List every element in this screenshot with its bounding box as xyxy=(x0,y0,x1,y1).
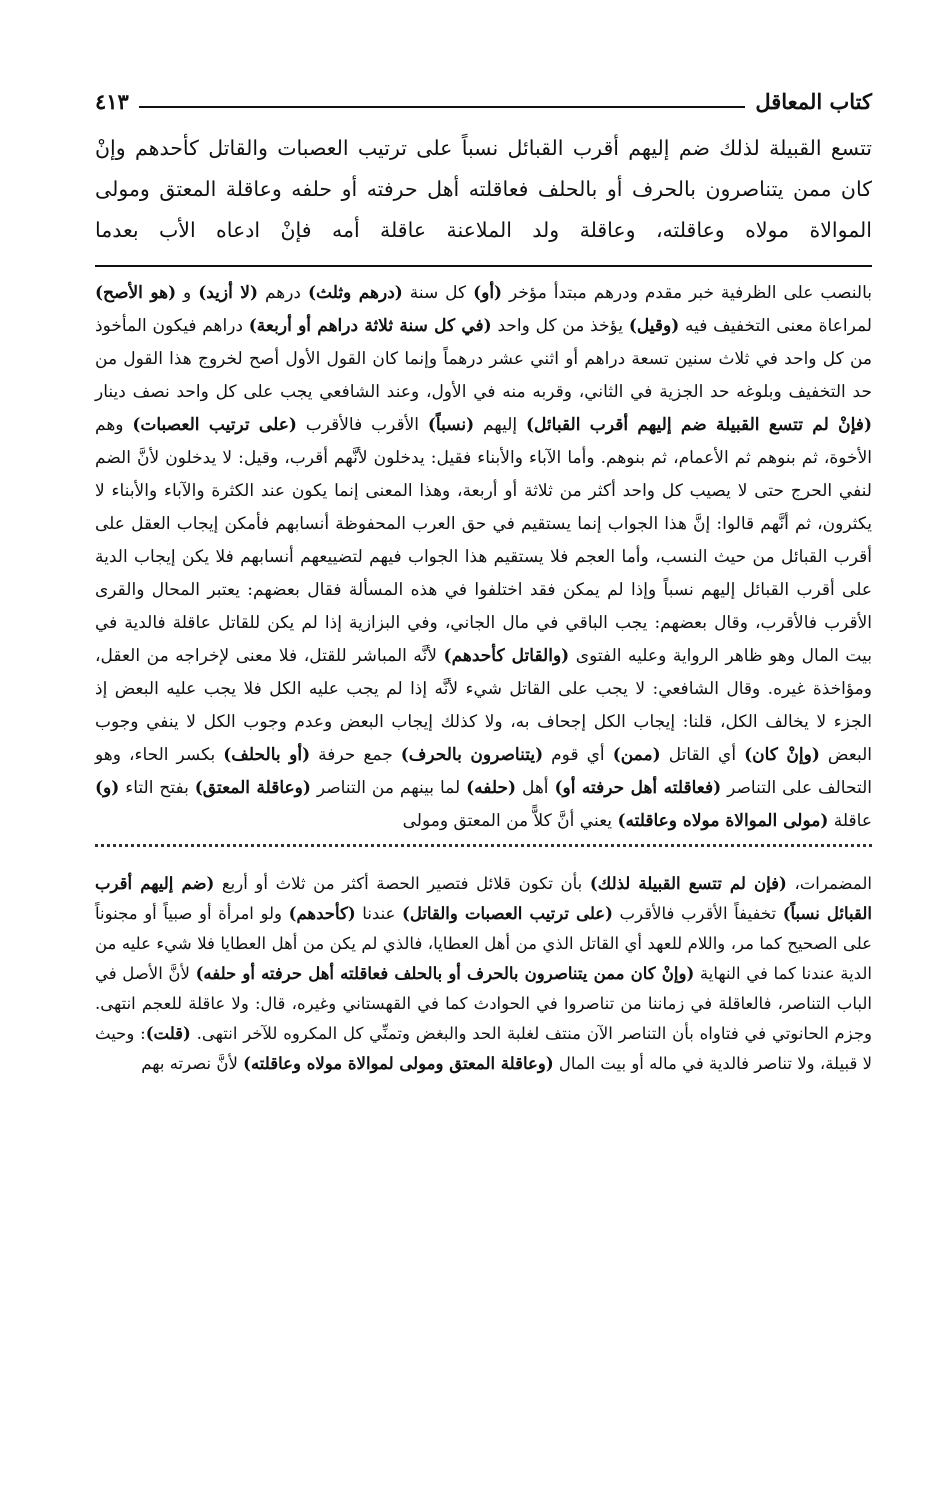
commentary-bold-text: (ممن) xyxy=(612,745,661,765)
commentary-bold-text: (فإنْ لم تتسع القبيلة ضم إليهم أقرب القبائل) xyxy=(526,415,872,435)
commentary-text: بفتح التاء xyxy=(119,778,195,798)
footnote-text: لأنَّ الأصل في الباب التناصر، فالعاقلة في زماننا من تناصروا في الحوادث كما في القهستاني وغيره، قال: ولا عاقلة للعجم انتهى. وجزم الحانوتي في فتاواه بأن التناصر الآن منتف لغلبة الحد والبغض وتمنِّي كل المكروه للآخر انتهى. xyxy=(95,964,872,1043)
page-number: ٤١٣ xyxy=(95,89,129,114)
footnote-text: عندنا xyxy=(355,904,403,923)
footnote-bold-text: (كأحدهم) xyxy=(288,904,356,923)
commentary-bold-text: (في كل سنة ثلاثة دراهم أو أربعة) xyxy=(248,316,492,336)
commentary-bold-text: (يتناصرون بالحرف) xyxy=(400,745,544,765)
commentary-bold-text: (فعاقلته أهل حرفته أو) xyxy=(554,778,722,798)
main-paragraph: تتسع القبيلة لذلك ضم إليهم أقرب القبائل نسباً على ترتيب العصبات والقاتل كأحدهم وإنْ كان ممن يتناصرون بالحرف أو بالحلف فعاقلته أهل حرفته أو حلفه وعاقلة المعتق ومولى الموالاة مولاه وعاقلته، وعاقلة ولد الملاعنة عاقلة أمه فإنْ ادعاه الأب بعدما xyxy=(95,136,872,242)
commentary-bold-text: (أو) xyxy=(473,283,503,303)
commentary-text: لأنَّه المباشر للقتل، فلا معنى لإخراجه من العقل، ومؤاخذة غيره. وقال الشافعي: لا يجب على القاتل شيء لأنَّه إذا لم يجب عليه الكل فلا يجب عليه البعض إذ الجزء لا يخالف الكل، قلنا: إيجاب الكل إجحاف به، ولا كذلك إيجاب البعض وعدم وجوب الكل لا ينفي وجوب البعض xyxy=(95,646,872,765)
commentary-bold-text: (حلفه) xyxy=(466,778,517,798)
commentary-bold-text: (أو بالحلف) xyxy=(223,745,311,765)
footnote-bold-text: (على ترتيب العصبات والقاتل) xyxy=(402,904,613,923)
commentary-bold-text: (و) xyxy=(95,778,120,798)
commentary-text: الأقرب فالأقرب xyxy=(296,415,428,435)
footnote-bold-text: (ضم إليهم أقرب القبائل نسباً) xyxy=(95,874,872,923)
commentary-text: عاقلة xyxy=(828,811,872,831)
footnote-bold-text: (قلت) xyxy=(145,1024,191,1043)
commentary-bold-text: (والقاتل كأحدهم) xyxy=(443,646,570,666)
commentary-bold-text: (وعاقلة المعتق) xyxy=(194,778,311,798)
commentary-text: لما بينهم من التناصر xyxy=(310,778,467,798)
footnote-text: تخفيفاً الأقرب فالأقرب xyxy=(612,904,783,923)
commentary-text: جمع حرفة xyxy=(310,745,401,765)
book-page xyxy=(95,78,872,1079)
commentary-bold-text: (نسباً) xyxy=(427,415,475,435)
commentary-text: وهم الأخوة، ثم بنوهم ثم الأعمام، ثم بنوهم. وأما الآباء والأبناء فقيل: يدخلون لأنَّهم أقرب، وقيل: لا يدخلون لأنَّ الضم لنفي الحرج حتى لا يصيب كل واحد أكثر من ثلاثة أو أربعة، وهذا المعنى إنما يكون عند الكثرة والآباء والأبناء لا يكثرون، ثم أنَّهم قالوا: إنَّ هذا الجواب إنما يستقيم في حق العرب المحفوظة أنسابهم فأمكن إيجاب العقل على أقرب القبائل من حيث النسب، وأما العجم فلا يستقيم هذا الجواب فيهم لتضييعهم أنسابهم فلا يكن إيجاب الدية على أقرب القبائل إليهم نسباً وإذا لم يمكن فقد اختلفوا في هذه المسألة فقال بعضهم: يعتبر المحال والقرى الأقرب فالأقرب، وقال بعضهم: يجب الباقي في مال الجاني، وفي البزازية إذا لم يكن للقاتل عاقلة فالدية في بيت المال وهو ظاهر الرواية وعليه الفتوى xyxy=(95,415,872,666)
commentary-bold-text: (لا أزيد) xyxy=(198,283,259,303)
main-separator-rule xyxy=(95,265,872,267)
commentary xyxy=(95,277,872,838)
commentary-text: إليهم xyxy=(474,415,526,435)
commentary-text: لمراعاة معنى التخفيف فيه xyxy=(679,316,872,336)
footnote-bold-text: (فإن لم تتسع القبيلة لذلك) xyxy=(589,874,787,893)
commentary-bold-text: (على ترتيب العصبات) xyxy=(132,415,297,435)
commentary-bold-text: (وقيل) xyxy=(628,316,680,336)
commentary-bold-text: (درهم وثلث) xyxy=(307,283,403,303)
footnote-text: بأن تكون قلائل فتصير الحصة أكثر من ثلاث أو أربع xyxy=(214,874,590,893)
commentary-text: كل سنة xyxy=(402,283,474,303)
commentary-text: درهم xyxy=(258,283,308,303)
commentary-bold-text: (هو الأصح) xyxy=(95,283,177,303)
commentary-text: أي القاتل xyxy=(660,745,745,765)
footnote-paragraph xyxy=(95,869,872,1079)
running-header xyxy=(95,78,872,118)
commentary-paragraph xyxy=(95,277,872,838)
commentary-text: و xyxy=(176,283,199,303)
commentary-text: يعني أنَّ كلاًّ من المعتق ومولى xyxy=(402,811,618,831)
commentary-bold-text: (مولى الموالاة مولاه وعاقلته) xyxy=(617,811,829,831)
chapter-title: كتاب المعاقل xyxy=(755,89,872,114)
footnote-text: : وحيث لا قبيلة، ولا تناصر فالدية في ماله أو بيت المال xyxy=(95,1024,872,1073)
footnote-commentary xyxy=(95,869,872,1079)
dotted-separator xyxy=(95,844,872,855)
footnote-text: المضمرات، xyxy=(786,874,872,893)
footnote-bold-text: (وإنْ كان ممن يتناصرون بالحرف أو بالحلف فعاقلته أهل حرفته أو حلفه) xyxy=(195,964,695,983)
footnote-text: ولو امرأة أو صبياً أو مجنوناً على الصحيح كما مر، واللام للعهد أي القاتل الذي من أهل العطايا، فالذي لم يكن من أهل العطايا فلا شيء عليه من الدية عندنا كما في النهاية xyxy=(95,904,873,983)
footnote-bold-text: (وعاقلة المعتق ومولى لموالاة مولاه وعاقلته) xyxy=(243,1054,554,1073)
commentary-text: بكسر الحاء، وهو التحالف على التناصر xyxy=(95,745,872,798)
commentary-text: يؤخذ من كل واحد xyxy=(491,316,629,336)
footnote-text: لأنَّ نصرته بهم xyxy=(141,1054,244,1073)
header-rule xyxy=(139,106,745,108)
main-text xyxy=(95,128,872,251)
commentary-text: أهل xyxy=(516,778,555,798)
commentary-bold-text: (وإنْ كان) xyxy=(744,745,820,765)
commentary-text: بالنصب على الظرفية خبر مقدم ودرهم مبتدأ مؤخر xyxy=(502,283,872,303)
commentary-text: أي قوم xyxy=(543,745,613,765)
commentary-text: دراهم فيكون المأخوذ من كل واحد في ثلاث سنين تسعة دراهم أو اثني عشر درهماً وإنما كان القول الأول أصح لخروج هذا القول من حد التخفيف وبلوغه حد الجزية في الثاني، وقربه منه في الأول، وعند الشافعي يجب على كل واحد نصف دينار xyxy=(95,316,872,402)
